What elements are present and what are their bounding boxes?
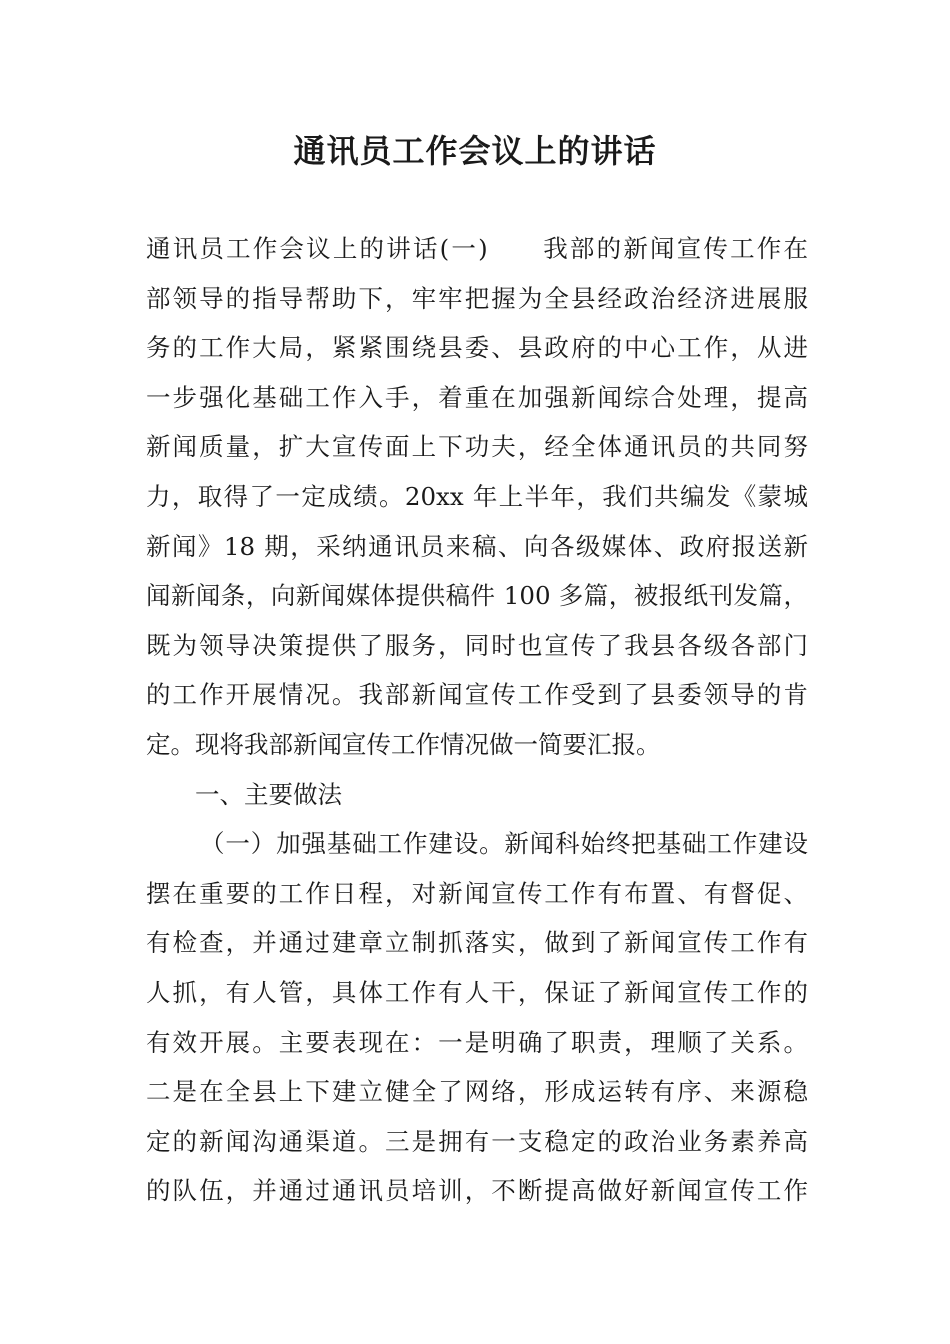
body-line: 的队伍，并通过通讯员培训，不断提高做好新闻宣传工作 — [146, 1176, 808, 1206]
body-line: 定。现将我部新闻宣传工作情况做一简要汇报。 — [146, 729, 661, 759]
body-line: 闻新闻条，向新闻媒体提供稿件 100 多篇，被报纸刊发篇， — [146, 581, 808, 611]
body-line: 通讯员工作会议上的讲话(一) 我部的新闻宣传工作在 — [146, 234, 808, 263]
body-line: （一）加强基础工作建设。新闻科始终把基础工作建设 — [200, 829, 808, 859]
body-line: 一步强化基础工作入手，着重在加强新闻综合处理，提高 — [146, 382, 808, 412]
body-line: 二是在全县上下建立健全了网络，形成运转有序、来源稳 — [146, 1077, 808, 1107]
body-line: 人抓，有人管，具体工作有人干，保证了新闻宣传工作的 — [146, 977, 808, 1007]
body-line: 新闻质量，扩大宣传面上下功夫，经全体通讯员的共同努 — [146, 432, 808, 462]
body-line: 新闻》18 期，采纳通讯员来稿、向各级媒体、政府报送新 — [146, 531, 808, 561]
body-line: 有检查，并通过建章立制抓落实，做到了新闻宣传工作有 — [146, 928, 808, 958]
body-line: 定的新闻沟通渠道。三是拥有一支稳定的政治业务素养高 — [146, 1126, 808, 1156]
body-line: 务的工作大局，紧紧围绕县委、县政府的中心工作，从进 — [146, 333, 808, 363]
body-line: 既为领导决策提供了服务，同时也宣传了我县各级各部门 — [146, 630, 808, 660]
section-heading: 一、主要做法 — [195, 779, 342, 809]
body-line: 力，取得了一定成绩。20xx 年上半年，我们共编发《蒙城 — [146, 481, 808, 511]
body-line: 部领导的指导帮助下，牢牢把握为全县经政治经济进展服 — [146, 283, 808, 313]
document-title: 通讯员工作会议上的讲话 — [293, 132, 657, 170]
body-line: 有效开展。主要表现在：一是明确了职责，理顺了关系。 — [146, 1027, 808, 1057]
document-body — [146, 224, 808, 1216]
body-line: 摆在重要的工作日程，对新闻宣传工作有布置、有督促、 — [146, 878, 808, 908]
body-line: 的工作开展情况。我部新闻宣传工作受到了县委领导的肯 — [146, 680, 808, 710]
